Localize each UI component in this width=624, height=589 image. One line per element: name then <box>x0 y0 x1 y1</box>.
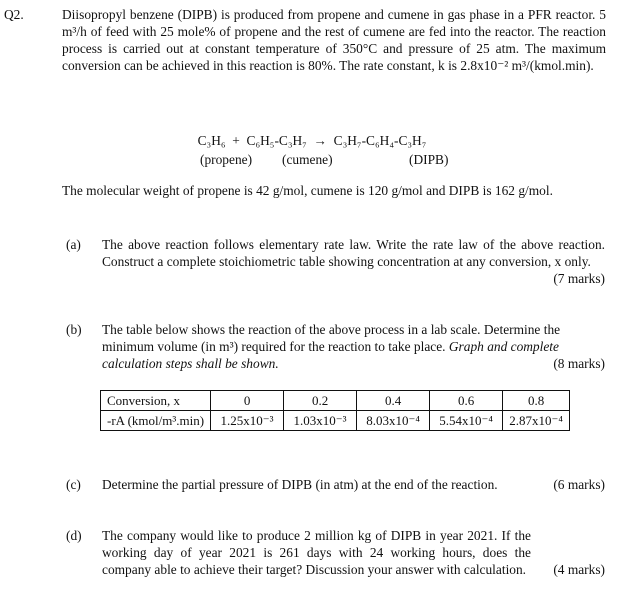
part-b-marks: (8 marks) <box>553 356 605 371</box>
question-number: Q2. <box>4 7 24 22</box>
part-b-line2-text: minimum volume (in m³) required for the reaction to take place. <box>102 339 446 354</box>
rate-header: -rA (kmol/m³.min) <box>101 411 211 431</box>
rate-data-table <box>100 390 570 431</box>
part-c-marks: (6 marks) <box>553 477 605 492</box>
part-d-marks: (4 marks) <box>553 562 605 577</box>
table-row <box>101 391 570 411</box>
name-dipb: (DIPB) <box>409 152 449 167</box>
conversion-cell: 0.8 <box>503 391 570 411</box>
part-c-label: (c) <box>66 477 81 492</box>
reaction-arrow: → <box>313 133 327 148</box>
part-a-label: (a) <box>66 237 81 252</box>
rate-cell: 1.25x10⁻³ <box>211 411 284 431</box>
part-c-text: Determine the partial pressure of DIPB (in atm) at the end of the reaction. <box>102 477 498 492</box>
part-c <box>102 476 605 493</box>
conversion-header: Conversion, x <box>101 391 211 411</box>
part-a-marks: (7 marks) <box>553 271 605 286</box>
part-d <box>102 527 605 578</box>
name-cumene: (cumene) <box>282 152 333 167</box>
reactant-propene: C₃H₆ <box>197 133 226 148</box>
part-b-line3-text: calculation steps shall be shown. <box>102 356 279 371</box>
part-b-line2 <box>102 338 605 355</box>
part-b <box>102 321 605 372</box>
part-a <box>102 236 605 286</box>
molecular-weights: The molecular weight of propene is 42 g/mol, cumene is 120 g/mol and DIPB is 162 g/mol. <box>62 183 553 198</box>
reaction-equation <box>0 132 624 149</box>
rate-cell: 8.03x10⁻⁴ <box>357 411 430 431</box>
conversion-cell: 0.2 <box>284 391 357 411</box>
rate-cell: 1.03x10⁻³ <box>284 411 357 431</box>
part-d-text: The company would like to produce 2 million kg of DIPB in year 2021. If the working day of year 2021 is 261 days with 24 working hours, does the company able to achieve their target? Discussion your answer with calculation. <box>102 528 531 577</box>
name-propene: (propene) <box>200 152 253 167</box>
rate-cell: 2.87x10⁻⁴ <box>503 411 570 431</box>
part-b-line3 <box>102 355 605 372</box>
product-dipb: C₃H₇-C₆H₄-C₃H₇ <box>333 133 427 148</box>
conversion-cell: 0.6 <box>430 391 503 411</box>
conversion-cell: 0.4 <box>357 391 430 411</box>
part-b-line1: The table below shows the reaction of the above process in a lab scale. Determine the <box>102 322 561 337</box>
question-intro: Diisopropyl benzene (DIPB) is produced from propene and cumene in gas phase in a PFR reactor. 5 m³/h of feed with 25 mole% of propene and the rest of cumene are fed into the reactor. The reaction process is carried out at constant temperature of 350°C and pressure of 25 atm. The maximum conversion can be achieved in this reaction is 80%. The rate constant, k is 2.8x10⁻² m³/(kmol.min). <box>62 7 606 73</box>
part-b-label: (b) <box>66 322 82 337</box>
part-a-text: The above reaction follows elementary rate law. Write the rate law of the above reaction. Construct a complete stoichiometric table showing concentration at any conversion, x only. <box>102 237 605 269</box>
table-row <box>101 411 570 431</box>
rate-cell: 5.54x10⁻⁴ <box>430 411 503 431</box>
part-d-label: (d) <box>66 528 82 543</box>
conversion-cell: 0 <box>211 391 284 411</box>
plus-sign: + <box>232 133 240 148</box>
reactant-cumene: C₆H₅-C₃H₇ <box>246 133 307 148</box>
part-b-line2-italic: Graph and complete <box>448 339 559 354</box>
